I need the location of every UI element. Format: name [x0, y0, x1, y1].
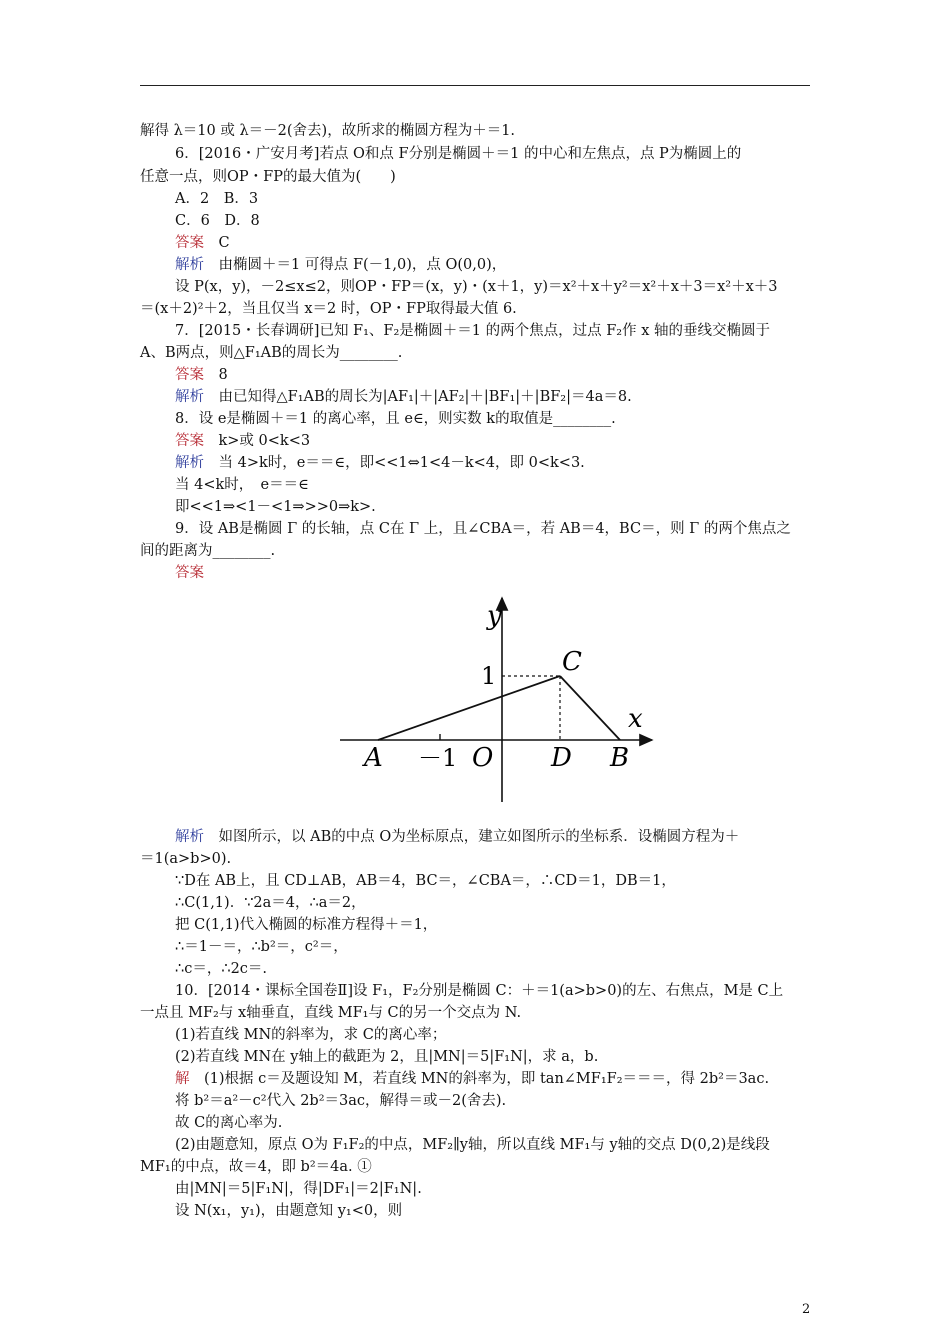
text-line: ∴C(1,1)．∵2a＝4，∴a＝2， — [175, 895, 366, 911]
header-rule — [140, 85, 810, 86]
point-c-label: C — [562, 647, 582, 677]
text-line: 10．[2014・课标全国卷Ⅱ]设 F₁，F₂分别是椭圆 C：＋＝1(a>b>0)的左、右焦点，M是 C上 — [175, 983, 784, 999]
x-axis-label: x — [628, 704, 643, 734]
text-line: (1)若直线 MN的斜率为，求 C的离心率； — [175, 1027, 447, 1043]
answer-line: 答案 8 — [175, 367, 228, 383]
answer-tag: 答案 — [175, 565, 204, 581]
text-line: 解得 λ＝10 或 λ＝－2(舍去)，故所求的椭圆方程为＋＝1. — [140, 123, 516, 139]
text-line: 当 4<k时， e＝＝∈ — [175, 477, 309, 493]
segment-ac — [378, 676, 560, 740]
tick-x-minus1-label: －1 — [418, 744, 458, 772]
text-line: 任意一点，则OP・FP的最大值为( ) — [140, 169, 396, 185]
text-line: 7．[2015・长春调研]已知 F₁、F₂是椭圆＋＝1 的两个焦点，过点 F₂作 x 轴的垂线交椭圆于 — [175, 323, 771, 339]
text-line: 9．设 AB是椭圆 Γ 的长轴，点 C在 Γ 上，且∠CBA＝，若 AB＝4，BC＝，则 Γ 的两个焦点之 — [175, 521, 791, 537]
analysis-line: 解析 当 4>k时，e＝＝∈，即<<1⇔1<4－k<4，即 0<k<3. — [175, 455, 585, 471]
text-line: MF₁的中点，故＝4，即 b²＝4a. ① — [140, 1159, 372, 1175]
text-line: 6．[2016・广安月考]若点 O和点 F分别是椭圆＋＝1 的中心和左焦点，点 P为椭圆上的 — [175, 146, 742, 162]
analysis-tag: 解析 — [175, 389, 204, 405]
answer-line: 答案 k>或 0<k<3 — [175, 433, 311, 449]
ellipse-figure — [330, 590, 660, 805]
segment-cb — [560, 676, 620, 740]
analysis-tag: 解析 — [175, 829, 204, 845]
y-axis-label: y — [487, 601, 502, 631]
text-line: A、B两点，则△F₁AB的周长为________. — [140, 345, 403, 361]
text-line: (2)若直线 MN在 y轴上的截距为 2，且|MN|＝5|F₁N|，求 a，b. — [175, 1049, 599, 1065]
point-d-label: D — [551, 743, 572, 773]
text-line: ＝(x＋2)²＋2，当且仅当 x＝2 时，OP・FP取得最大值 6. — [140, 301, 517, 317]
analysis-line: 解析 由椭圆＋＝1 可得点 F(－1,0)，点 O(0,0)， — [175, 257, 507, 273]
analysis-tag: 解析 — [175, 455, 204, 471]
page-number: 2 — [802, 1302, 811, 1317]
analysis-line: 解析 如图所示，以 AB的中点 O为坐标原点，建立如图所示的坐标系．设椭圆方程为＋ — [175, 829, 740, 845]
text-line: A．2 B．3 — [175, 191, 259, 207]
point-a-label: A — [364, 743, 383, 773]
point-b-label: B — [610, 743, 630, 773]
analysis-tag: 解析 — [175, 257, 204, 273]
text-line: ＝1(a>b>0). — [140, 851, 232, 867]
answer-tag: 答案 — [175, 235, 204, 251]
text-line: 故 C的离心率为. — [175, 1115, 283, 1131]
solution-tag: 解 — [175, 1071, 190, 1087]
analysis-line: 解析 由已知得△F₁AB的周长为|AF₁|＋|AF₂|＋|BF₁|＋|BF₂|＝4a＝8. — [175, 389, 632, 405]
text-line: 由|MN|＝5|F₁N|，得|DF₁|＝2|F₁N|. — [175, 1181, 422, 1197]
answer-line: 答案 C — [175, 235, 230, 251]
text-line: 把 C(1,1)代入椭圆的标准方程得＋＝1， — [175, 917, 438, 933]
point-o-label: O — [472, 743, 494, 773]
text-line: 即<<1⇒<1－<1⇒>>0⇒k>. — [175, 499, 376, 515]
answer-line — [175, 563, 204, 583]
text-line: 设 N(x₁，y₁)，由题意知 y₁<0，则 — [175, 1203, 403, 1219]
text-line: 8．设 e是椭圆＋＝1 的离心率，且 e∈，则实数 k的取值是________. — [175, 411, 616, 427]
text-line: ∴＝1－＝，∴b²＝，c²＝， — [175, 939, 348, 955]
tick-y-1: 1 — [481, 662, 497, 690]
text-line: 一点且 MF₂与 x轴垂直，直线 MF₁与 C的另一个交点为 N. — [140, 1005, 522, 1021]
text-line: 将 b²＝a²－c²代入 2b²＝3ac，解得＝或－2(舍去). — [175, 1093, 507, 1109]
text-line: (2)由题意知，原点 O为 F₁F₂的中点，MF₂∥y轴，所以直线 MF₁与 y轴的交点 D(0,2)是线段 — [175, 1137, 770, 1153]
text-line: ∵D在 AB上，且 CD⊥AB，AB＝4，BC＝，∠CBA＝，∴CD＝1，DB＝1， — [175, 873, 676, 889]
text-line: C．6 D．8 — [175, 213, 260, 229]
text-line: 间的距离为________. — [140, 543, 276, 559]
answer-tag: 答案 — [175, 367, 204, 383]
text-line: ∴c＝，∴2c＝. — [175, 961, 268, 977]
text-line: 设 P(x，y)，－2≤x≤2，则OP・FP＝(x，y)・(x＋1，y)＝x²＋x＋y²＝x²＋x＋3＝x²＋x＋3 — [175, 279, 778, 295]
answer-tag: 答案 — [175, 433, 204, 449]
solution-line: 解 (1)根据 c＝及题设知 M，若直线 MN的斜率为，即 tan∠MF₁F₂＝＝＝，得 2b²＝3ac. — [175, 1071, 770, 1087]
